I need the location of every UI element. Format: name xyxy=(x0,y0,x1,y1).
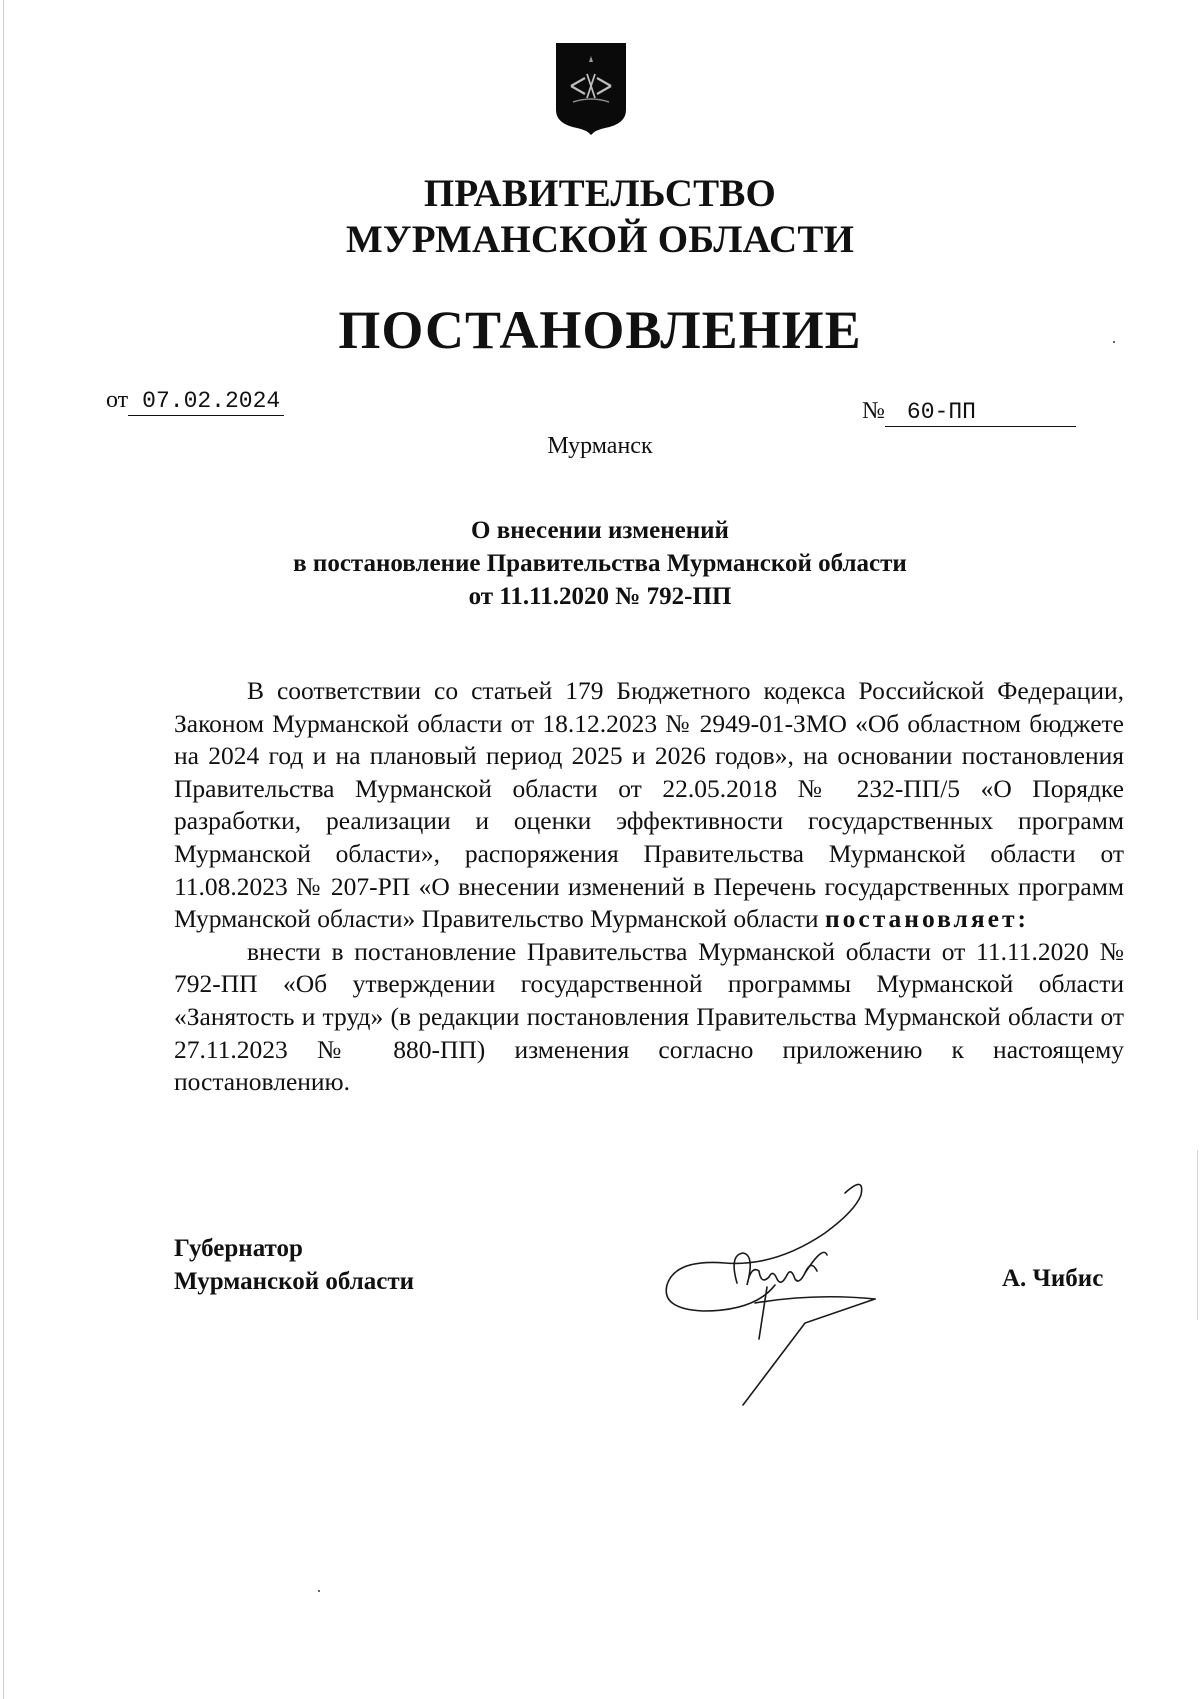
subject-line1: О внесении изменений xyxy=(471,517,729,544)
scan-edge-right xyxy=(1197,1150,1198,1320)
paragraph1-text: В соответствии со статьей 179 Бюджетного кодекса Российской Федерации, Законом Мурманской области от 18.12.2023 № 2949-01-ЗМО «Об областном бюджете на 2024 год и на плановый период 2025 и 2026 годов», на основании постановления Правительства Мурманской области от 22.05.2018 № 232-ПП/5 «О Порядке разработки, реализации и оценки эффективности государственных программ Мурманской области», распоряжения Правительства Мурманской области от 11.08.2023 № 207-РП «О внесении изменений в Перечень государственных программ Мурманской области» Правительство Мурманской области xyxy=(174,676,1124,934)
number-prefix: № xyxy=(862,398,885,424)
scan-speck xyxy=(1113,341,1115,343)
date-prefix: от xyxy=(106,387,129,413)
scan-speck xyxy=(318,1590,320,1592)
city-name: Мурманск xyxy=(547,433,653,459)
signer-position-line2: Мурманской области xyxy=(174,1268,415,1295)
signer-name: А. Чибис xyxy=(1002,1265,1104,1292)
body-paragraph-1 xyxy=(174,675,1124,936)
handwritten-signature xyxy=(655,1175,955,1415)
org-name-line2: МУРМАНСКОЙ ОБЛАСТИ xyxy=(345,218,855,261)
org-name-line1: ПРАВИТЕЛЬСТВО xyxy=(423,172,777,215)
document-number: 60-ПП xyxy=(885,399,1076,427)
coat-of-arms-icon xyxy=(553,40,629,136)
document-date: 07.02.2024 xyxy=(128,388,284,416)
signer-position-line1: Губернатор xyxy=(174,1235,303,1262)
subject-line2: в постановление Правительства Мурманской области xyxy=(293,550,907,577)
subject-line3: от 11.11.2020 № 792-ПП xyxy=(468,583,732,610)
decree-keyword: постановляет: xyxy=(824,904,1029,934)
body-paragraph-2: внести в постановление Правительства Мурманской области от 11.11.2020 № 792-ПП «Об утверждении государственной программы Мурманской области «Занятость и труд» (в редакции постановления Правительства Мурманской области от 27.11.2023 № 880-ПП) изменения согласно приложению к настоящему постановлению. xyxy=(174,936,1124,1097)
document-type-title: ПОСТАНОВЛЕНИЕ xyxy=(338,300,862,360)
number-row xyxy=(862,398,1076,427)
date-row xyxy=(106,387,284,416)
body-text xyxy=(174,675,1124,1099)
subject-heading xyxy=(0,514,1200,613)
signer-position xyxy=(174,1232,414,1298)
